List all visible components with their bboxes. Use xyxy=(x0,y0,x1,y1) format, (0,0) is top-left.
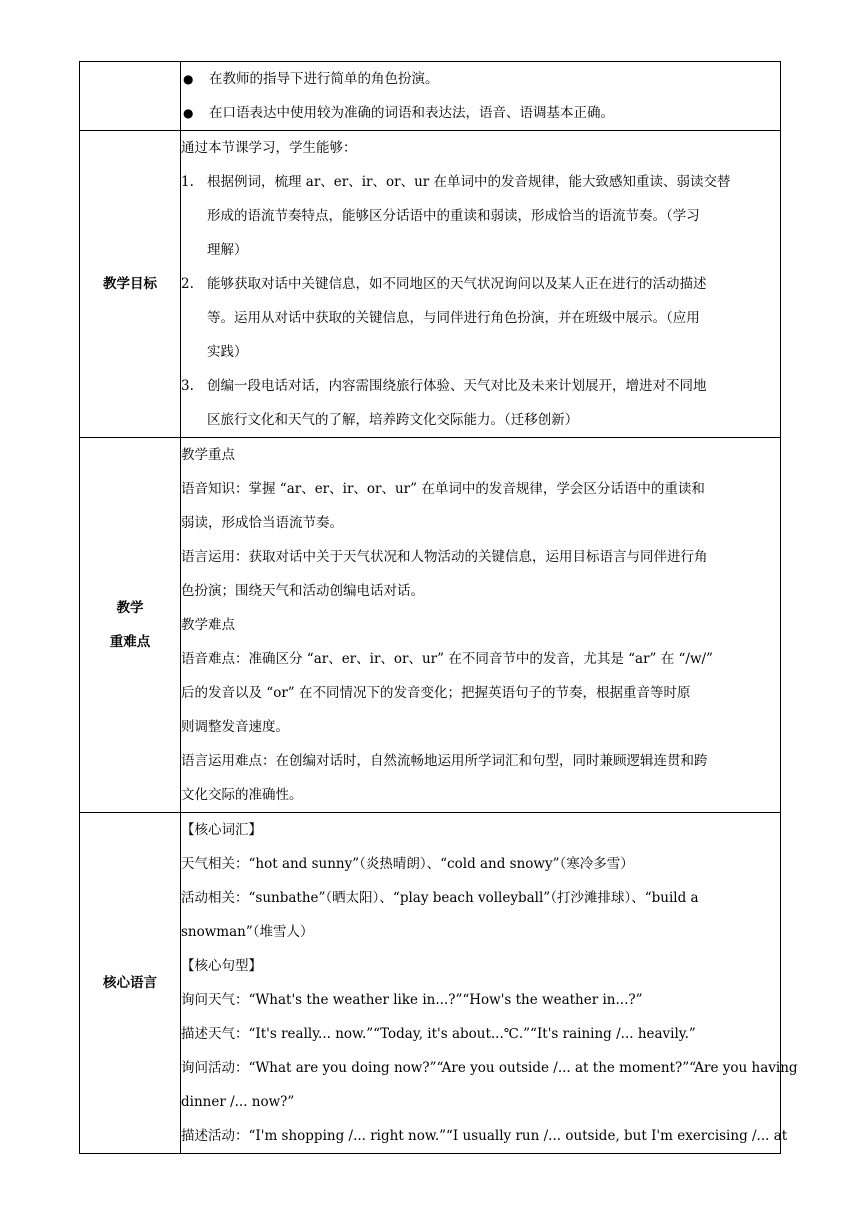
objective-number: 3. xyxy=(181,378,194,394)
core-line: dinner /... now?” xyxy=(181,1094,295,1110)
row-core-language-content xyxy=(181,813,798,1154)
keypoints-heading: 教学重点 xyxy=(181,447,235,463)
row-core-language xyxy=(80,813,781,1154)
objective-line: 形成的语流节奏特点，能够区分话语中的重读和弱读，形成恰当的语流节奏。（学习 xyxy=(207,208,700,224)
core-line: 描述活动：“I'm shopping /... right now.”“I usually run /... outside, but I'm exercising /... at xyxy=(181,1128,788,1144)
keypoints-line: 则调整发音速度。 xyxy=(181,719,289,735)
row-skills-content xyxy=(181,62,781,131)
objective-line: 3. 创编一段电话对话，内容需围绕旅行体验、天气对比及未来计划展开，增进对不同地 xyxy=(181,369,780,403)
bullet-dot-icon: ● xyxy=(183,72,194,86)
bullet-dot-icon: ● xyxy=(183,106,194,120)
objective-line: 区旅行文化和天气的了解，培养跨文化交际能力。（迁移创新） xyxy=(207,412,579,428)
keypoints-heading: 教学难点 xyxy=(181,617,235,633)
bullet-item: ● 在口语表达中使用较为准确的词语和表达法，语音、语调基本正确。 xyxy=(181,96,780,130)
keypoints-line: 语言运用：获取对话中关于天气状况和人物活动的关键信息，运用目标语言与同伴进行角 xyxy=(181,549,708,565)
keypoints-line: 语音难点：准确区分 “ar、er、ir、or、ur” 在不同音节中的发音，尤其是 “ar” 在 “/w/” xyxy=(181,651,713,667)
objective-line: 等。运用从对话中获取的关键信息，与同伴进行角色扮演，并在班级中展示。（应用 xyxy=(207,310,700,326)
keypoints-line: 语音知识：掌握 “ar、er、ir、or、ur” 在单词中的发音规律，学会区分话语中的重读和 xyxy=(181,481,705,497)
keypoints-line: 文化交际的准确性。 xyxy=(181,787,303,803)
row-skills-label xyxy=(80,62,181,131)
keypoints-line: 色扮演；围绕天气和活动创编电话对话。 xyxy=(181,583,424,599)
objective-line: 2. 能够获取对话中关键信息，如不同地区的天气状况询问以及某人正在进行的活动描述 xyxy=(181,267,780,301)
keypoints-line: 弱读，形成恰当语流节奏。 xyxy=(181,515,343,531)
core-line: 活动相关：“sunbathe”（晒太阳）、“play beach volleyball”（打沙滩排球）、“build a xyxy=(181,890,699,906)
objective-number: 1. xyxy=(181,174,194,190)
objectives-intro: 通过本节课学习，学生能够： xyxy=(181,140,357,156)
keypoints-line: 后的发音以及 “or” 在不同情况下的发音变化；把握英语句子的节奏，根据重音等时原 xyxy=(181,685,691,701)
keypoints-line: 语言运用难点：在创编对话时，自然流畅地运用所学词汇和句型，同时兼顾逻辑连贯和跨 xyxy=(181,753,708,769)
row-skills xyxy=(80,62,781,131)
objective-line: 1. 根据例词，梳理 ar、er、ir、or、ur 在单词中的发音规律，能大致感知重读、弱读交替 xyxy=(181,165,780,199)
row-objectives xyxy=(80,131,781,438)
row-core-language-label: 核心语言 xyxy=(80,813,181,1154)
lesson-plan-table xyxy=(79,61,798,1154)
row-keypoints-label: 教学 重难点 xyxy=(80,438,181,813)
row-objectives-label: 教学目标 xyxy=(80,131,181,438)
core-line: snowman”（堆雪人） xyxy=(181,924,314,940)
objective-line: 实践） xyxy=(207,344,248,360)
row-keypoints-content xyxy=(181,438,781,813)
row-objectives-content xyxy=(181,131,781,438)
core-line: 询问活动：“What are you doing now?”“Are you outside /... at the moment?”“Are you having xyxy=(181,1060,798,1076)
core-heading: 【核心句型】 xyxy=(181,958,262,974)
core-line: 天气相关：“hot and sunny”（炎热晴朗）、“cold and snowy”（寒冷多雪） xyxy=(181,856,634,872)
core-heading: 【核心词汇】 xyxy=(181,822,262,838)
core-line: 描述天气：“It's really... now.”“Today, it's about...℃.”“It's raining /... heavily.” xyxy=(181,1026,696,1042)
core-line: 询问天气：“What's the weather like in...?”“How's the weather in...?” xyxy=(181,992,643,1008)
bullet-item: ● 在教师的指导下进行简单的角色扮演。 xyxy=(181,62,780,96)
objective-number: 2. xyxy=(181,276,194,292)
row-keypoints xyxy=(80,438,781,813)
objective-line: 理解） xyxy=(207,242,248,258)
